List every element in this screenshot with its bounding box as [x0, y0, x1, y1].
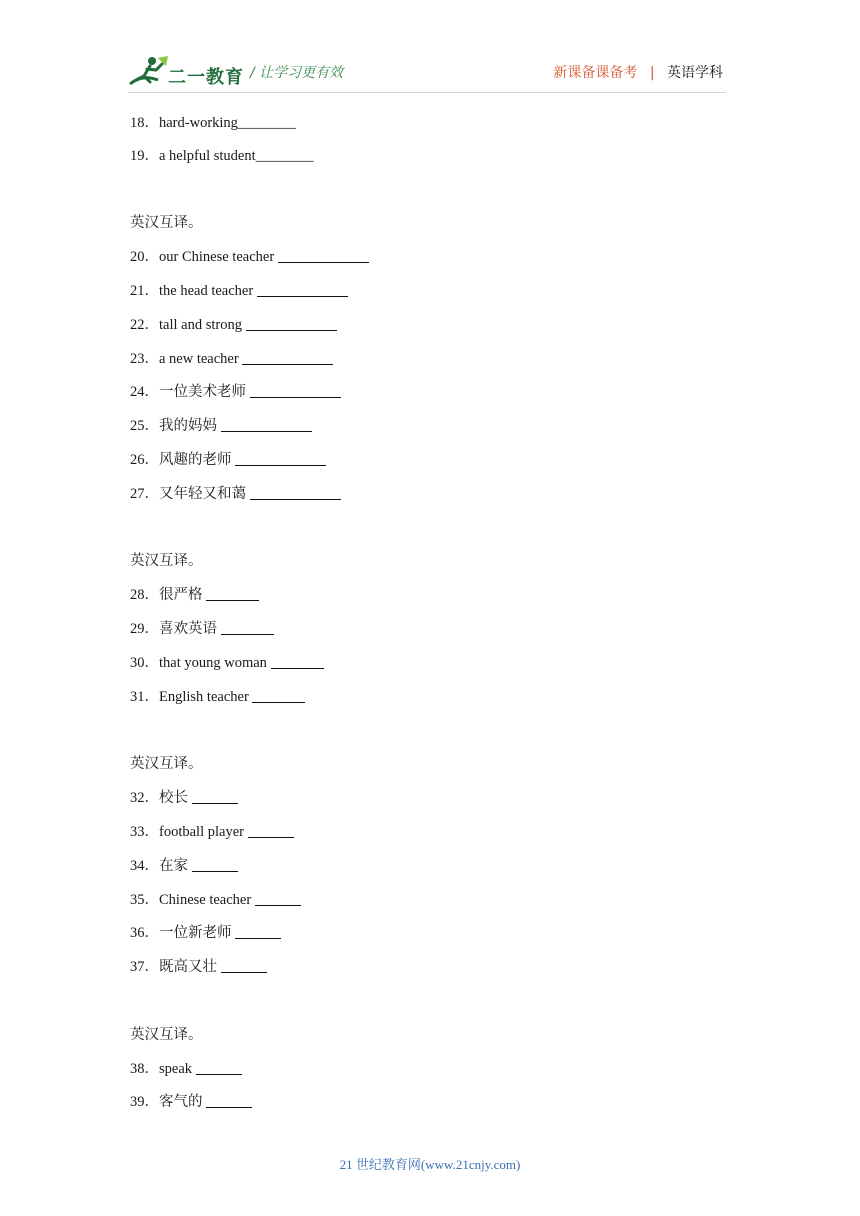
question-number: 28． [130, 587, 159, 603]
question-item [130, 924, 281, 942]
subject-label: 英语学科 [667, 65, 723, 81]
question-item [130, 1060, 242, 1078]
answer-blank[interactable] [250, 383, 341, 398]
answer-blank[interactable] [221, 417, 312, 432]
slogan: / 让学习更有效 [250, 65, 344, 81]
header-divider [128, 92, 726, 93]
question-item [130, 688, 305, 706]
header-right [553, 62, 723, 82]
question-text: Chinese teacher [159, 892, 252, 908]
question-number: 22． [130, 317, 159, 333]
question-text: 又年轻又和蔼 [159, 486, 246, 502]
question-number: 32． [130, 790, 159, 806]
question-number: 20． [130, 249, 159, 265]
answer-blank[interactable] [221, 620, 274, 635]
question-text: English teacher [159, 689, 249, 705]
question-number: 37． [130, 959, 159, 975]
question-number: 30． [130, 655, 159, 671]
answer-blank[interactable] [278, 248, 369, 263]
question-item [130, 316, 337, 334]
question-number: 19． [130, 148, 159, 164]
answer-blank[interactable] [235, 924, 281, 939]
question-number: 25． [130, 418, 159, 434]
question-item [130, 654, 324, 672]
question-text: 喜欢英语 [159, 621, 217, 637]
question-item [130, 282, 348, 300]
question-text: 我的妈妈 [159, 418, 217, 434]
question-item [130, 114, 296, 132]
question-item [130, 485, 341, 503]
answer-blank[interactable] [248, 823, 294, 838]
question-item [130, 586, 259, 604]
question-text: 很严格 [159, 587, 203, 603]
question-number: 18． [130, 115, 159, 131]
answer-blank[interactable] [242, 350, 333, 365]
section-title: 英汉互译。 [130, 215, 203, 231]
answer-blank[interactable]: ________ [237, 115, 296, 131]
answer-blank[interactable] [250, 485, 341, 500]
answer-blank[interactable] [235, 451, 326, 466]
question-number: 29． [130, 621, 159, 637]
question-text: football player [159, 824, 244, 840]
answer-blank[interactable] [206, 1093, 252, 1108]
question-number: 36． [130, 925, 159, 941]
question-text: our Chinese teacher [159, 249, 275, 265]
question-item [130, 417, 312, 435]
section-title: 英汉互译。 [130, 756, 203, 772]
question-number: 38． [130, 1061, 159, 1077]
question-number: 35． [130, 892, 159, 908]
header-separator: | [649, 65, 655, 81]
question-number: 27． [130, 486, 159, 502]
page-header [0, 0, 860, 100]
logo-text: 二一教育 [168, 67, 244, 88]
question-text: 在家 [159, 858, 188, 874]
answer-blank[interactable] [246, 316, 337, 331]
answer-blank[interactable] [192, 789, 238, 804]
question-text: that young woman [159, 655, 267, 671]
question-text: 风趣的老师 [159, 452, 232, 468]
answer-blank[interactable] [255, 891, 301, 906]
answer-blank[interactable] [192, 857, 238, 872]
question-item [130, 383, 341, 401]
question-number: 26． [130, 452, 159, 468]
question-item [130, 958, 267, 976]
answer-blank[interactable] [196, 1060, 242, 1075]
question-text: hard-working [159, 115, 238, 131]
question-item [130, 1093, 252, 1111]
question-text: a helpful student [159, 148, 256, 164]
question-text: the head teacher [159, 283, 254, 299]
question-item [130, 248, 369, 266]
section-title: 英汉互译。 [130, 1027, 203, 1043]
logo [128, 54, 258, 90]
question-number: 31． [130, 689, 159, 705]
question-number: 33． [130, 824, 159, 840]
answer-blank[interactable] [271, 654, 324, 669]
question-number: 24． [130, 384, 159, 400]
question-text: speak [159, 1061, 193, 1077]
question-number: 39． [130, 1094, 159, 1110]
question-text: 一位新老师 [159, 925, 232, 941]
question-item [130, 620, 274, 638]
question-text: 一位美术老师 [159, 384, 246, 400]
question-number: 34． [130, 858, 159, 874]
question-text: 既高又壮 [159, 959, 217, 975]
question-number: 23． [130, 351, 159, 367]
question-item [130, 823, 294, 841]
question-text: tall and strong [159, 317, 242, 333]
question-item [130, 147, 314, 165]
prep-label: 新课备课备考 [553, 65, 638, 81]
question-text: a new teacher [159, 351, 239, 367]
question-item [130, 789, 238, 807]
runner-logo-icon [128, 54, 172, 90]
question-number: 21． [130, 283, 159, 299]
page-footer[interactable]: 21 世纪教育网(www.21cnjy.com) [339, 1157, 521, 1172]
answer-blank[interactable] [221, 958, 267, 973]
question-item [130, 891, 301, 909]
answer-blank[interactable] [252, 688, 305, 703]
question-text: 校长 [159, 790, 188, 806]
question-text: 客气的 [159, 1094, 203, 1110]
section-title: 英汉互译。 [130, 553, 203, 569]
answer-blank[interactable] [206, 586, 259, 601]
answer-blank[interactable] [257, 282, 348, 297]
answer-blank[interactable]: ________ [255, 148, 314, 164]
question-item [130, 451, 326, 469]
question-item [130, 350, 333, 368]
question-item [130, 857, 238, 875]
